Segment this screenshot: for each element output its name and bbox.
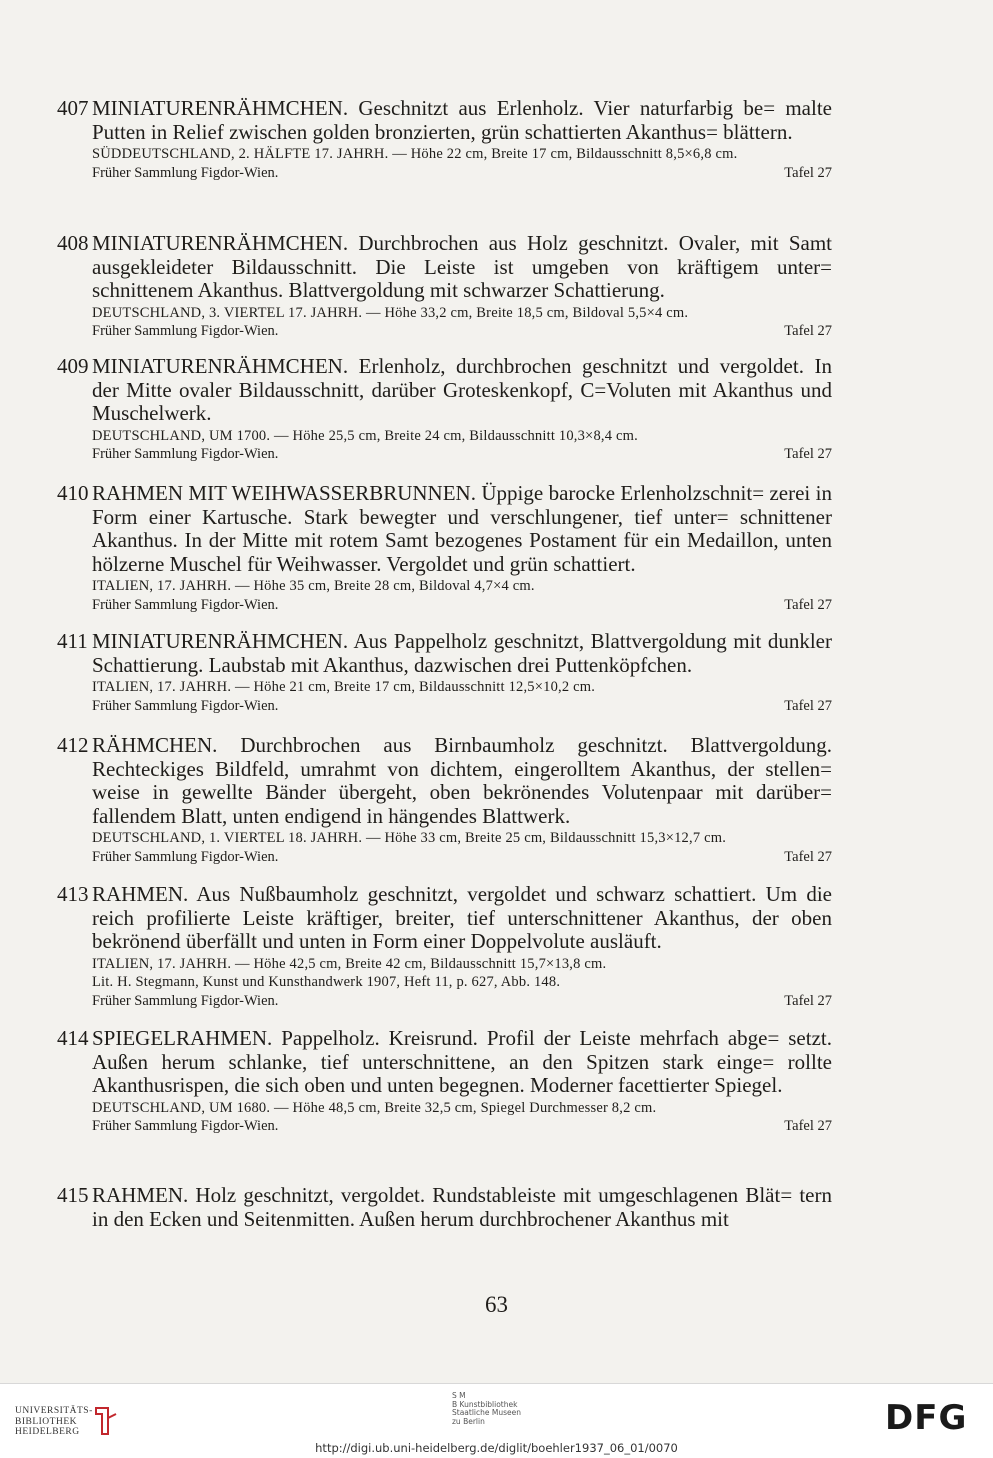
permalink-url[interactable]: http://digi.ub.uni-heidelberg.de/diglit/boehler1937_06_01/0070 xyxy=(315,1441,678,1455)
entry-provenance: Früher Sammlung Figdor-Wien. xyxy=(92,446,279,462)
entry-heading: RAHMEN. Holz geschnitzt, vergoldet. Rundstableiste mit umgeschlagenen Blät= tern in den Ecken und Seitenmitten. Außen herum durchbrochener Akanthus mit xyxy=(92,1183,832,1231)
entry-number: 409 xyxy=(57,354,89,378)
entry-provenance-row xyxy=(92,992,832,1011)
university-line-3: HEIDELBERG xyxy=(15,1427,80,1437)
entry-provenance-row xyxy=(92,697,832,716)
catalog-entry-410 xyxy=(57,482,832,614)
entry-provenance: Früher Sammlung Figdor-Wien. xyxy=(92,596,279,613)
entry-provenance-row xyxy=(92,1117,832,1136)
catalog-entry-409 xyxy=(57,355,832,464)
entry-provenance-row xyxy=(92,596,832,615)
entry-meta: DEUTSCHLAND, UM 1680. — Höhe 48,5 cm, Breite 32,5 cm, Spiegel Durchmesser 8,2 cm. xyxy=(92,1099,657,1116)
university-library-label xyxy=(15,1406,93,1438)
entry-heading: MINIATURENRÄHMCHEN. Erlenholz, durchbrochen geschnitzt und vergoldet. In der Mitte ovaler Bildausschnitt, darüber Groteskenkopf, C=Voluten mit Akanthus und Muschelwerk. xyxy=(92,354,832,425)
catalog-entry-412 xyxy=(57,734,832,866)
smb-line-1: S M xyxy=(452,1391,466,1400)
entry-provenance: Früher Sammlung Figdor-Wien. xyxy=(92,164,279,181)
entry-heading: MINIATURENRÄHMCHEN. Geschnitzt aus Erlenholz. Vier naturfarbig be= malte Putten in Relief zwischen golden bronzierten, grün schattierten Akanthus= blättern. xyxy=(92,96,832,144)
entry-literature: Lit. H. Stegmann, Kunst und Kunsthandwerk 1907, Heft 11, p. 627, Abb. 148. xyxy=(92,974,561,990)
entry-provenance: Früher Sammlung Figdor-Wien. xyxy=(92,992,279,1009)
entry-number: 414 xyxy=(57,1026,89,1050)
entry-provenance: Früher Sammlung Figdor-Wien. xyxy=(92,323,279,339)
catalog-entry-413 xyxy=(57,883,832,1010)
catalog-entry-408 xyxy=(57,232,832,341)
entry-heading: MINIATURENRÄHMCHEN. Durchbrochen aus Holz geschnitzt. Ovaler, mit Samt ausgekleideter Bildausschnitt. Die Leiste ist umgeben von kräftigem unter= schnittenem Akanthus. Blattvergoldung mit schwarzer Schattierung. xyxy=(92,231,832,302)
page-number: 63 xyxy=(485,1292,508,1317)
catalog-entry-415 xyxy=(57,1184,832,1231)
catalog-entry-407 xyxy=(57,97,832,182)
entry-plate: Tafel 27 xyxy=(784,992,832,1009)
digitization-footer xyxy=(0,1383,993,1458)
entry-provenance-row xyxy=(92,164,832,183)
entry-meta: ITALIEN, 17. JAHRH. — Höhe 35 cm, Breite 28 cm, Bildoval 4,7×4 cm. xyxy=(92,578,535,594)
smb-line-3: Staatliche Museen xyxy=(452,1408,521,1417)
entry-provenance-row xyxy=(92,848,832,867)
university-line-2: BIBLIOTHEK xyxy=(15,1416,77,1427)
entry-provenance-row xyxy=(92,322,832,341)
entry-meta: ITALIEN, 17. JAHRH. — Höhe 21 cm, Breite 17 cm, Bildausschnitt 12,5×10,2 cm. xyxy=(92,679,596,695)
entry-plate: Tafel 27 xyxy=(784,848,832,865)
entry-provenance-row xyxy=(92,445,832,464)
university-line-1: UNIVERSITÄTS- xyxy=(15,1406,93,1416)
entry-heading: RAHMEN. Aus Nußbaumholz geschnitzt, vergoldet und schwarz schattiert. Um die reich profilierte Leiste kräftiger, breiter, tief unterschnittener Akanthus, der oben bekrönend überfällt und unten in Form einer Doppelvolute ausläuft. xyxy=(92,882,832,953)
entry-meta: ITALIEN, 17. JAHRH. — Höhe 42,5 cm, Breite 42 cm, Bildausschnitt 15,7×13,8 cm. xyxy=(92,955,607,972)
entry-plate: Tafel 27 xyxy=(784,596,832,613)
entry-plate: Tafel 27 xyxy=(784,164,832,181)
entry-plate: Tafel 27 xyxy=(784,1118,832,1134)
entry-number: 408 xyxy=(57,231,89,255)
entry-number: 415 xyxy=(57,1183,89,1207)
entry-meta: DEUTSCHLAND, 3. VIERTEL 17. JAHRH. — Höhe 33,2 cm, Breite 18,5 cm, Bildoval 5,5×4 cm. xyxy=(92,304,689,321)
entry-heading: RAHMEN MIT WEIHWASSERBRUNNEN. Üppige barocke Erlenholzschnit= zerei in Form einer Kartusche. Stark bewegter und verschlungener, tief unter= schnittener Akanthus. In der Mitte mit rotem Samt bezogenes Postament für ein Medaillon, unten hölzerne Muschel für Weihwasser. Vergoldet und grün schattiert. xyxy=(92,481,832,576)
entry-plate: Tafel 27 xyxy=(784,697,832,714)
entry-number: 413 xyxy=(57,882,89,906)
entry-meta: DEUTSCHLAND, 1. VIERTEL 18. JAHRH. — Höhe 33 cm, Breite 25 cm, Bildausschnitt 15,3×12,7 cm. xyxy=(92,830,727,846)
smb-kunstbibliothek-label xyxy=(452,1392,521,1426)
catalog-entry-414 xyxy=(57,1027,832,1136)
university-logo-icon xyxy=(88,1404,122,1438)
catalog-entry-411 xyxy=(57,630,832,715)
entry-provenance: Früher Sammlung Figdor-Wien. xyxy=(92,697,279,714)
entry-heading: RÄHMCHEN. Durchbrochen aus Birnbaumholz geschnitzt. Blattvergoldung. Rechteckiges Bildfeld, umrahmt von dichtem, eingerolltem Akanthus, der stellen= weise in gewellte Bänder übergeht, oben bekrönendes Volutenpaar mit darüber= fallendem Blatt, unten endigend in hängendes Blattwerk. xyxy=(92,733,832,828)
entry-heading: MINIATURENRÄHMCHEN. Aus Pappelholz geschnitzt, Blattvergoldung mit dunkler Schattierung. Laubstab mit Akanthus, dazwischen drei Puttenköpfchen. xyxy=(92,629,832,677)
entry-number: 412 xyxy=(57,733,89,757)
entry-plate: Tafel 27 xyxy=(784,323,832,339)
entry-number: 410 xyxy=(57,481,89,505)
entry-heading: SPIEGELRAHMEN. Pappelholz. Kreisrund. Profil der Leiste mehrfach abge= setzt. Außen herum schlanke, tief unterschnittene, an den Spitzen stark einge= rollte Akanthusrispen, die sich oben und unten begegnen. Moderner facettierter Spiegel. xyxy=(92,1026,832,1097)
entry-plate: Tafel 27 xyxy=(784,446,832,462)
smb-line-2: B Kunstbibliothek xyxy=(452,1399,518,1409)
entry-number: 411 xyxy=(57,629,88,653)
entry-provenance: Früher Sammlung Figdor-Wien. xyxy=(92,848,279,865)
dfg-logo: DFG xyxy=(885,1398,968,1438)
smb-line-4: zu Berlin xyxy=(452,1416,485,1426)
entry-meta: SÜDDEUTSCHLAND, 2. HÄLFTE 17. JAHRH. — Höhe 22 cm, Breite 17 cm, Bildausschnitt 8,5×6,8 cm. xyxy=(92,146,738,162)
entry-number: 407 xyxy=(57,96,89,120)
entry-meta: DEUTSCHLAND, UM 1700. — Höhe 25,5 cm, Breite 24 cm, Bildausschnitt 10,3×8,4 cm. xyxy=(92,427,638,444)
entry-provenance: Früher Sammlung Figdor-Wien. xyxy=(92,1118,279,1134)
